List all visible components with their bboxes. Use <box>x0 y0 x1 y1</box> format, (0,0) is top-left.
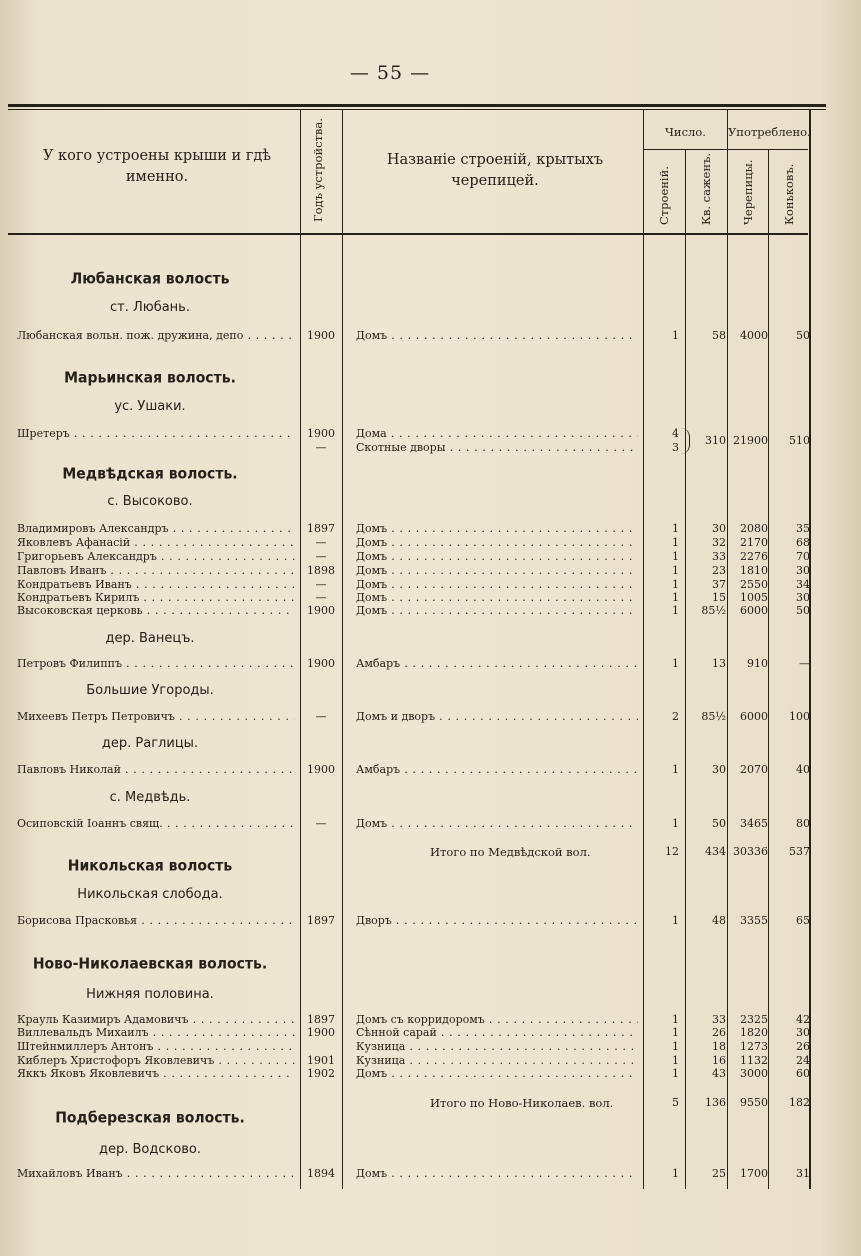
table-row <box>0 1040 861 1054</box>
ridge-cell: 40 <box>796 763 810 776</box>
sq-cell: 310 <box>705 434 726 447</box>
tiles-cell: 2550 <box>740 578 768 591</box>
place-heading: дер. Водсково. <box>98 1142 202 1157</box>
year-cell: 1897 <box>307 1013 335 1026</box>
tiles-cell: 910 <box>747 657 768 670</box>
table-row <box>0 564 861 578</box>
year-cell: — <box>315 536 327 549</box>
ridge-cell: — <box>799 657 810 670</box>
owner-name: Шретеръ . . . <box>17 427 295 441</box>
year-cell: — <box>315 710 327 723</box>
building-cell: Амбаръ . . . <box>356 657 638 671</box>
owner-name: Штейнмиллеръ Антонъ . . . <box>17 1040 295 1054</box>
sq-cell: 23 <box>712 564 726 577</box>
sq-cell: 16 <box>712 1054 726 1067</box>
sq-cell: 43 <box>712 1067 726 1080</box>
tiles-cell: 1273 <box>740 1040 768 1053</box>
building-cell: Скотные дворы . . . <box>356 441 638 455</box>
building-cell: Кузница . . . <box>356 1040 638 1054</box>
tiles-cell: 1810 <box>740 564 768 577</box>
owner-name: Владимировъ Александръ . . . <box>17 522 295 536</box>
ridge-cell: 31 <box>796 1167 810 1180</box>
sq-cell: 37 <box>712 578 726 591</box>
sq-cell: 33 <box>712 1013 726 1026</box>
count-cell: 1 <box>672 550 679 563</box>
sq-cell: 48 <box>712 914 726 927</box>
sq-cell: 30 <box>712 522 726 535</box>
total-ridge: 537 <box>789 845 810 858</box>
count-cell: 1 <box>672 763 679 776</box>
count-cell: 1 <box>672 578 679 591</box>
place-heading: ус. Ушаки. <box>114 399 186 414</box>
building-cell: Домъ . . . <box>356 329 638 343</box>
ridge-cell: 30 <box>796 591 810 604</box>
place-heading: Никольская слобода. <box>77 887 223 902</box>
tiles-cell: 2080 <box>740 522 768 535</box>
volost-heading: Любанская волость <box>70 270 230 288</box>
volost-heading: Ново-Николаевская волость. <box>32 955 268 973</box>
owner-name: Яковлевъ Афанасій . . . <box>17 536 295 550</box>
count-cell: 1 <box>672 1067 679 1080</box>
table-row <box>0 591 861 605</box>
building-cell: Амбаръ . . . <box>356 763 638 777</box>
building-cell: Домъ . . . <box>356 1067 638 1081</box>
count-cell: 1 <box>672 536 679 549</box>
owner-name: Высоковская церковь . . . <box>17 604 295 618</box>
table-row <box>0 657 861 671</box>
ridge-cell: 80 <box>796 817 810 830</box>
volost-heading: Медвѣдская волость. <box>62 465 238 483</box>
year-cell: 1900 <box>307 1026 335 1039</box>
tiles-cell: 1132 <box>740 1054 768 1067</box>
sq-cell: 25 <box>712 1167 726 1180</box>
header-ridge: Коньковъ. <box>782 163 796 225</box>
count-cell: 1 <box>672 1167 679 1180</box>
owner-name: Кондратьевъ Иванъ . . . <box>17 578 295 592</box>
header-count-group: Число. <box>665 125 706 139</box>
owner-name: Любанская вольн. пож. дружина, депо . . . <box>17 329 295 343</box>
sq-cell: 32 <box>712 536 726 549</box>
owner-name: Борисова Прасковья . . . <box>17 914 295 928</box>
building-cell: Сѣнной сарай . . . <box>356 1026 638 1040</box>
building-cell: Дома . . . <box>356 427 638 441</box>
year-cell: 1900 <box>307 329 335 342</box>
building-cell: Домъ . . . <box>356 604 638 618</box>
owner-name: Крауль Казимиръ Адамовичъ . . . <box>17 1013 295 1027</box>
year-cell: — <box>315 591 327 604</box>
total-label: Итого по Медвѣдской вол. <box>430 845 591 859</box>
total-row <box>0 1096 861 1110</box>
ridge-cell: 100 <box>789 710 810 723</box>
building-cell: Домъ . . . <box>356 817 638 831</box>
total-tiles: 9550 <box>740 1096 768 1109</box>
tiles-cell: 3355 <box>740 914 768 927</box>
tiles-cell: 4000 <box>740 329 768 342</box>
place-heading: ст. Любань. <box>110 300 190 315</box>
place-heading: Большие Угороды. <box>86 683 214 698</box>
total-label: Итого по Ново-Николаев. вол. <box>430 1096 614 1110</box>
total-count: 12 <box>665 845 679 858</box>
header-used-group: Употреблено. <box>728 125 811 139</box>
count-cell: 1 <box>672 1026 679 1039</box>
tiles-cell: 2070 <box>740 763 768 776</box>
ridge-cell: 34 <box>796 578 810 591</box>
header-year: Годъ устройства. <box>311 118 325 222</box>
building-cell: Домъ . . . <box>356 550 638 564</box>
sq-cell: 15 <box>712 591 726 604</box>
count-cell: 2 <box>672 710 679 723</box>
subheader-rule <box>644 149 808 150</box>
total-sq: 136 <box>705 1096 726 1109</box>
header-tiles: Черепицы. <box>741 159 755 225</box>
sq-cell: 26 <box>712 1026 726 1039</box>
count-cell: 1 <box>672 1054 679 1067</box>
building-cell: Домъ и дворъ . . . <box>356 710 638 724</box>
header-buildings: Строеній. <box>657 166 671 225</box>
owner-name: Кондратьевъ Кирилъ . . . <box>17 591 295 605</box>
volost-heading: Никольская волость <box>67 857 233 875</box>
year-cell: 1894 <box>307 1167 335 1180</box>
owner-name: Михеевъ Петръ Петровичъ . . . <box>17 710 295 724</box>
ridge-cell: 68 <box>796 536 810 549</box>
year-cell: — <box>315 550 327 563</box>
tiles-cell: 3465 <box>740 817 768 830</box>
owner-name: Осиповскій Іоаннъ свящ. . . . <box>17 817 295 831</box>
year-cell: 1900 <box>307 604 335 617</box>
year-cell: 1897 <box>307 914 335 927</box>
table-row <box>0 1067 861 1081</box>
building-cell: Домъ . . . <box>356 1167 638 1181</box>
top-rule-thin <box>8 109 826 110</box>
ridge-cell: 24 <box>796 1054 810 1067</box>
ridge-cell: 35 <box>796 522 810 535</box>
count-cell: 1 <box>672 914 679 927</box>
header-building: Названіе строеній, крытыхъ черепицей. <box>386 152 604 189</box>
header-sq: Кв. саженъ. <box>699 152 713 225</box>
year-cell: 1900 <box>307 657 335 670</box>
owner-name: Киблеръ Христофоръ Яковлевичъ . . . <box>17 1054 295 1068</box>
tiles-cell: 1005 <box>740 591 768 604</box>
table-row <box>0 1054 861 1068</box>
tiles-cell: 2276 <box>740 550 768 563</box>
place-heading: Нижняя половина. <box>86 987 214 1002</box>
building-cell: Кузница . . . <box>356 1054 638 1068</box>
table-row <box>0 914 861 928</box>
table-row <box>0 604 861 618</box>
tiles-cell: 1820 <box>740 1026 768 1039</box>
ridge-cell: 50 <box>796 604 810 617</box>
ridge-cell: 30 <box>796 1026 810 1039</box>
tiles-cell: 2170 <box>740 536 768 549</box>
place-heading: с. Медвѣдь. <box>109 790 191 805</box>
volost-heading: Марьинская волость. <box>64 369 236 387</box>
owner-name: Павловъ Николай . . . <box>17 763 295 777</box>
ridge-cell: 65 <box>796 914 810 927</box>
total-ridge: 182 <box>789 1096 810 1109</box>
building-cell: Домъ съ корридоромъ . . . <box>356 1013 638 1027</box>
owner-name: Яккъ Яковъ Яковлевичъ . . . <box>17 1067 295 1081</box>
year-cell: — <box>315 441 327 454</box>
count-cell: 1 <box>672 657 679 670</box>
tiles-cell: 6000 <box>740 710 768 723</box>
tiles-cell: 1700 <box>740 1167 768 1180</box>
tiles-cell: 6000 <box>740 604 768 617</box>
total-sq: 434 <box>705 845 726 858</box>
tiles-cell: 21900 <box>733 434 768 447</box>
year-cell: — <box>315 578 327 591</box>
header-rule <box>8 233 808 235</box>
year-cell: 1901 <box>307 1054 335 1067</box>
table-row <box>0 1026 861 1040</box>
building-cell: Домъ . . . <box>356 536 638 550</box>
table-row <box>0 536 861 550</box>
header-who: У кого устроены крыши и гдѣ именно. <box>42 148 272 185</box>
table-row <box>0 1167 861 1181</box>
total-tiles: 30336 <box>733 845 768 858</box>
table-row <box>0 1013 861 1027</box>
sq-cell: 58 <box>712 329 726 342</box>
table-row <box>0 710 861 724</box>
sq-cell: 33 <box>712 550 726 563</box>
table-row <box>0 522 861 536</box>
year-cell: 1900 <box>307 763 335 776</box>
table-row <box>0 578 861 592</box>
count-cell: 1 <box>672 329 679 342</box>
ridge-cell: 30 <box>796 564 810 577</box>
table-row <box>0 817 861 831</box>
count-cell: 4 <box>672 427 679 440</box>
place-heading: с. Высоково. <box>107 494 193 509</box>
ridge-cell: 42 <box>796 1013 810 1026</box>
table-row <box>0 550 861 564</box>
count-cell: 1 <box>672 522 679 535</box>
page-number: — 55 — <box>349 62 431 84</box>
building-cell: Домъ . . . <box>356 564 638 578</box>
volost-heading: Подберезская волость. <box>55 1109 245 1127</box>
sq-cell: 18 <box>712 1040 726 1053</box>
ridge-cell: 70 <box>796 550 810 563</box>
owner-name: Петровъ Филиппъ . . . <box>17 657 295 671</box>
year-cell: 1898 <box>307 564 335 577</box>
count-cell: 1 <box>672 1013 679 1026</box>
ridge-cell: 26 <box>796 1040 810 1053</box>
sq-cell: 85½ <box>701 604 726 617</box>
ridge-cell: 510 <box>789 434 810 447</box>
sq-cell: 50 <box>712 817 726 830</box>
place-heading: дер. Ванецъ. <box>105 631 195 646</box>
building-cell: Домъ . . . <box>356 522 638 536</box>
sq-cell: 30 <box>712 763 726 776</box>
building-cell: Дворъ . . . <box>356 914 638 928</box>
sq-cell: 85½ <box>701 710 726 723</box>
count-cell: 1 <box>672 564 679 577</box>
tiles-cell: 2325 <box>740 1013 768 1026</box>
building-cell: Домъ . . . <box>356 578 638 592</box>
ridge-cell: 50 <box>796 329 810 342</box>
count-cell: 1 <box>672 1040 679 1053</box>
table-row-merged <box>0 434 861 448</box>
year-cell: 1902 <box>307 1067 335 1080</box>
owner-name: Виллевальдъ Михаилъ . . . <box>17 1026 295 1040</box>
ridge-cell: 60 <box>796 1067 810 1080</box>
count-cell: 1 <box>672 604 679 617</box>
table-row <box>0 763 861 777</box>
count-cell: 1 <box>672 817 679 830</box>
top-rule <box>8 104 826 107</box>
owner-name: Михайловъ Иванъ . . . <box>17 1167 295 1181</box>
place-heading: дер. Раглицы. <box>101 736 199 751</box>
year-cell: — <box>315 817 327 830</box>
table-row <box>0 329 861 343</box>
owner-name: Павловъ Иванъ . . . <box>17 564 295 578</box>
owner-name: Григорьевъ Александръ . . . <box>17 550 295 564</box>
sq-cell: 13 <box>712 657 726 670</box>
year-cell: 1897 <box>307 522 335 535</box>
building-cell: Домъ . . . <box>356 591 638 605</box>
total-count: 5 <box>672 1096 679 1109</box>
tiles-cell: 3000 <box>740 1067 768 1080</box>
count-cell: 3 <box>672 441 679 454</box>
count-cell: 1 <box>672 591 679 604</box>
year-cell: 1900 <box>307 427 335 440</box>
